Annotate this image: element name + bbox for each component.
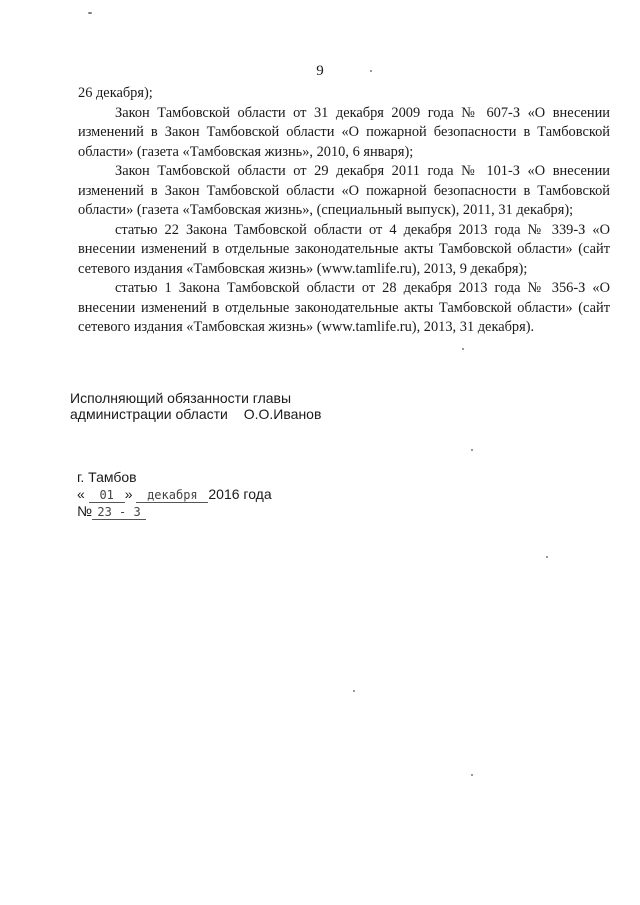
- signature-block: [70, 390, 321, 422]
- date-open-quote: «: [77, 486, 85, 502]
- signatory-title-line1: Исполняющий обязанности главы: [70, 390, 292, 406]
- scan-speck: [370, 70, 372, 72]
- page-number: 9: [316, 63, 324, 79]
- scan-speck: [546, 556, 548, 558]
- document-body: [78, 84, 610, 338]
- paragraph-law-101: Закон Тамбовской области от 29 декабря 2011 года № 101-З «О внесении изменений в Закон Тамбовской области «О пожарной безопасности в Тамбовской области» (газета «Тамбовская жизнь», (специальный выпуск), 2011, 31 декабря);: [78, 163, 610, 218]
- document-number-line: [77, 503, 272, 520]
- place-date-block: [77, 469, 272, 520]
- scan-speck: [462, 348, 464, 350]
- scan-speck: [88, 12, 92, 14]
- document-number: 23 - З: [92, 505, 146, 520]
- paragraph-continuation: 26 декабря);: [78, 85, 153, 101]
- date-year: 2016 года: [208, 486, 272, 502]
- paragraph-law-607: Закон Тамбовской области от 31 декабря 2009 года № 607-З «О внесении изменений в Закон Тамбовской области «О пожарной безопасности в Тамбовской области» (газета «Тамбовская жизнь», 2010, 6 января);: [78, 104, 610, 160]
- scan-speck: [471, 449, 473, 451]
- number-prefix: №: [77, 503, 93, 519]
- place-of-signing: г. Тамбов: [77, 469, 137, 485]
- scan-speck: [471, 774, 473, 776]
- paragraph-law-339: статью 22 Закона Тамбовской области от 4 декабря 2013 года № 339-З «О внесении изменений в отдельные законодательные акты Тамбовской области» (сайт сетевого издания «Тамбовская жизнь» (www.tamlife.ru), 2013, 9 декабря);: [78, 221, 610, 277]
- scan-speck: [353, 690, 355, 692]
- date-day: 01: [89, 488, 125, 503]
- signatory-title-line2: администрации области: [70, 406, 228, 422]
- date-close-quote: »: [124, 486, 133, 502]
- date-month: декабря: [136, 488, 208, 503]
- date-line: [77, 486, 272, 503]
- signatory-name: О.О.Иванов: [243, 406, 322, 422]
- paragraph-law-356: статью 1 Закона Тамбовской области от 28 декабря 2013 года № 356-З «О внесении изменений в отдельные законодательные акты Тамбовской области» (сайт сетевого издания «Тамбовская жизнь» (www.tamlife.ru), 2013, 31 декабря).: [78, 280, 610, 335]
